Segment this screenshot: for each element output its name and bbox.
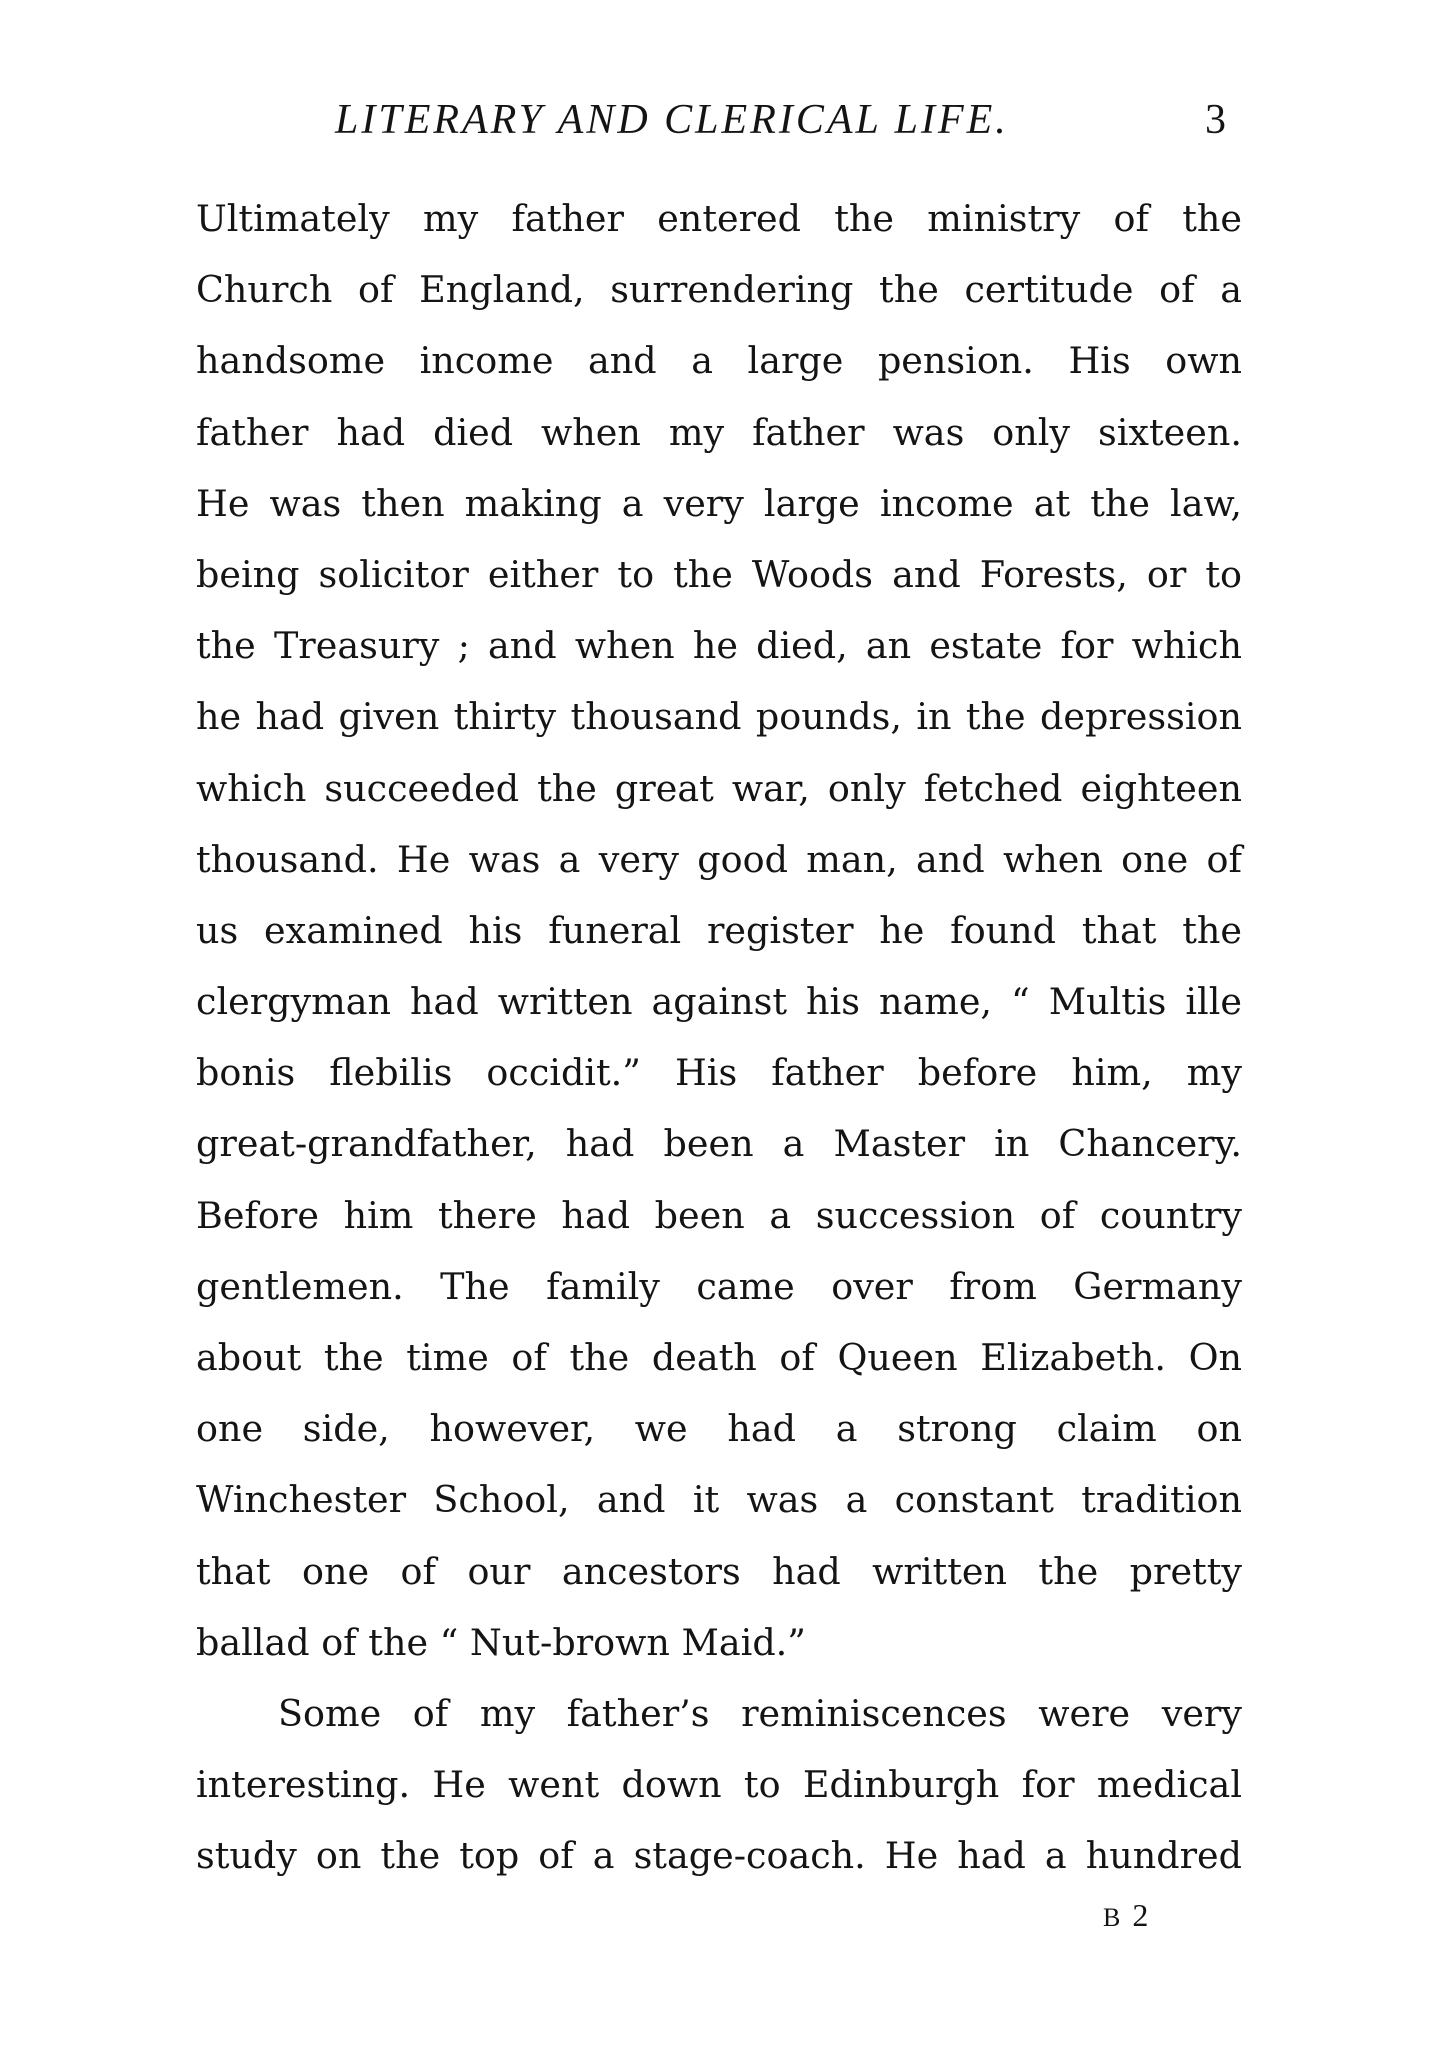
signature-mark [1103, 1895, 1150, 1938]
text-line: bonis flebilis occidit.” His father before him, my [196, 1051, 1242, 1095]
text-line: He was then making a very large income at the law, [196, 481, 1242, 525]
text-line: interesting. He went down to Edinburgh for medical [196, 1763, 1242, 1807]
signature-number: 2 [1132, 1897, 1151, 1933]
text-line: the Treasury ; and when he died, an estate for which [196, 624, 1242, 668]
text-line: he had given thirty thousand pounds, in the depression [196, 695, 1242, 739]
paragraph [196, 1678, 1242, 1892]
text-line: Winchester School, and it was a constant tradition [196, 1478, 1242, 1522]
page-number: 3 [1205, 97, 1226, 143]
text-line: Before him there had been a succession of country [196, 1193, 1242, 1237]
text-line: study on the top of a stage-coach. He had a hundred [196, 1834, 1242, 1878]
signature-letter: B [1103, 1903, 1123, 1932]
text-line: that one of our ancestors had written the pretty [196, 1549, 1242, 1593]
text-line: great-grandfather, had been a Master in Chancery. [196, 1122, 1242, 1166]
text-line: which succeeded the great war, only fetched eighteen [196, 766, 1242, 810]
text-line: father had died when my father was only sixteen. [196, 410, 1242, 454]
paragraph [196, 183, 1242, 1678]
running-title: LITERARY AND CLERICAL LIFE. [335, 97, 1009, 143]
text-line: about the time of the death of Queen Elizabeth. On [196, 1336, 1242, 1379]
text-line: being solicitor either to the Woods and Forests, or to [196, 552, 1242, 596]
text-line: thousand. He was a very good man, and when one of [196, 837, 1242, 881]
text-line: us examined his funeral register he found that the [196, 908, 1242, 952]
body-text [196, 183, 1242, 1892]
text-line: gentlemen. The family came over from Germany [196, 1264, 1242, 1308]
text-line: ballad of the “ Nut-brown Maid.” [196, 1620, 806, 1664]
text-line: one side, however, we had a strong claim on [196, 1407, 1242, 1451]
running-head [0, 95, 1445, 145]
text-line: Church of England, surrendering the certitude of a [196, 268, 1242, 312]
text-line: handsome income and a large pension. His own [196, 339, 1242, 383]
text-line: clergyman had written against his name, “ Multis ille [196, 980, 1242, 1024]
text-line: Some of my father’s reminiscences were very [278, 1691, 1242, 1735]
text-line: Ultimately my father entered the ministry of the [196, 197, 1242, 240]
